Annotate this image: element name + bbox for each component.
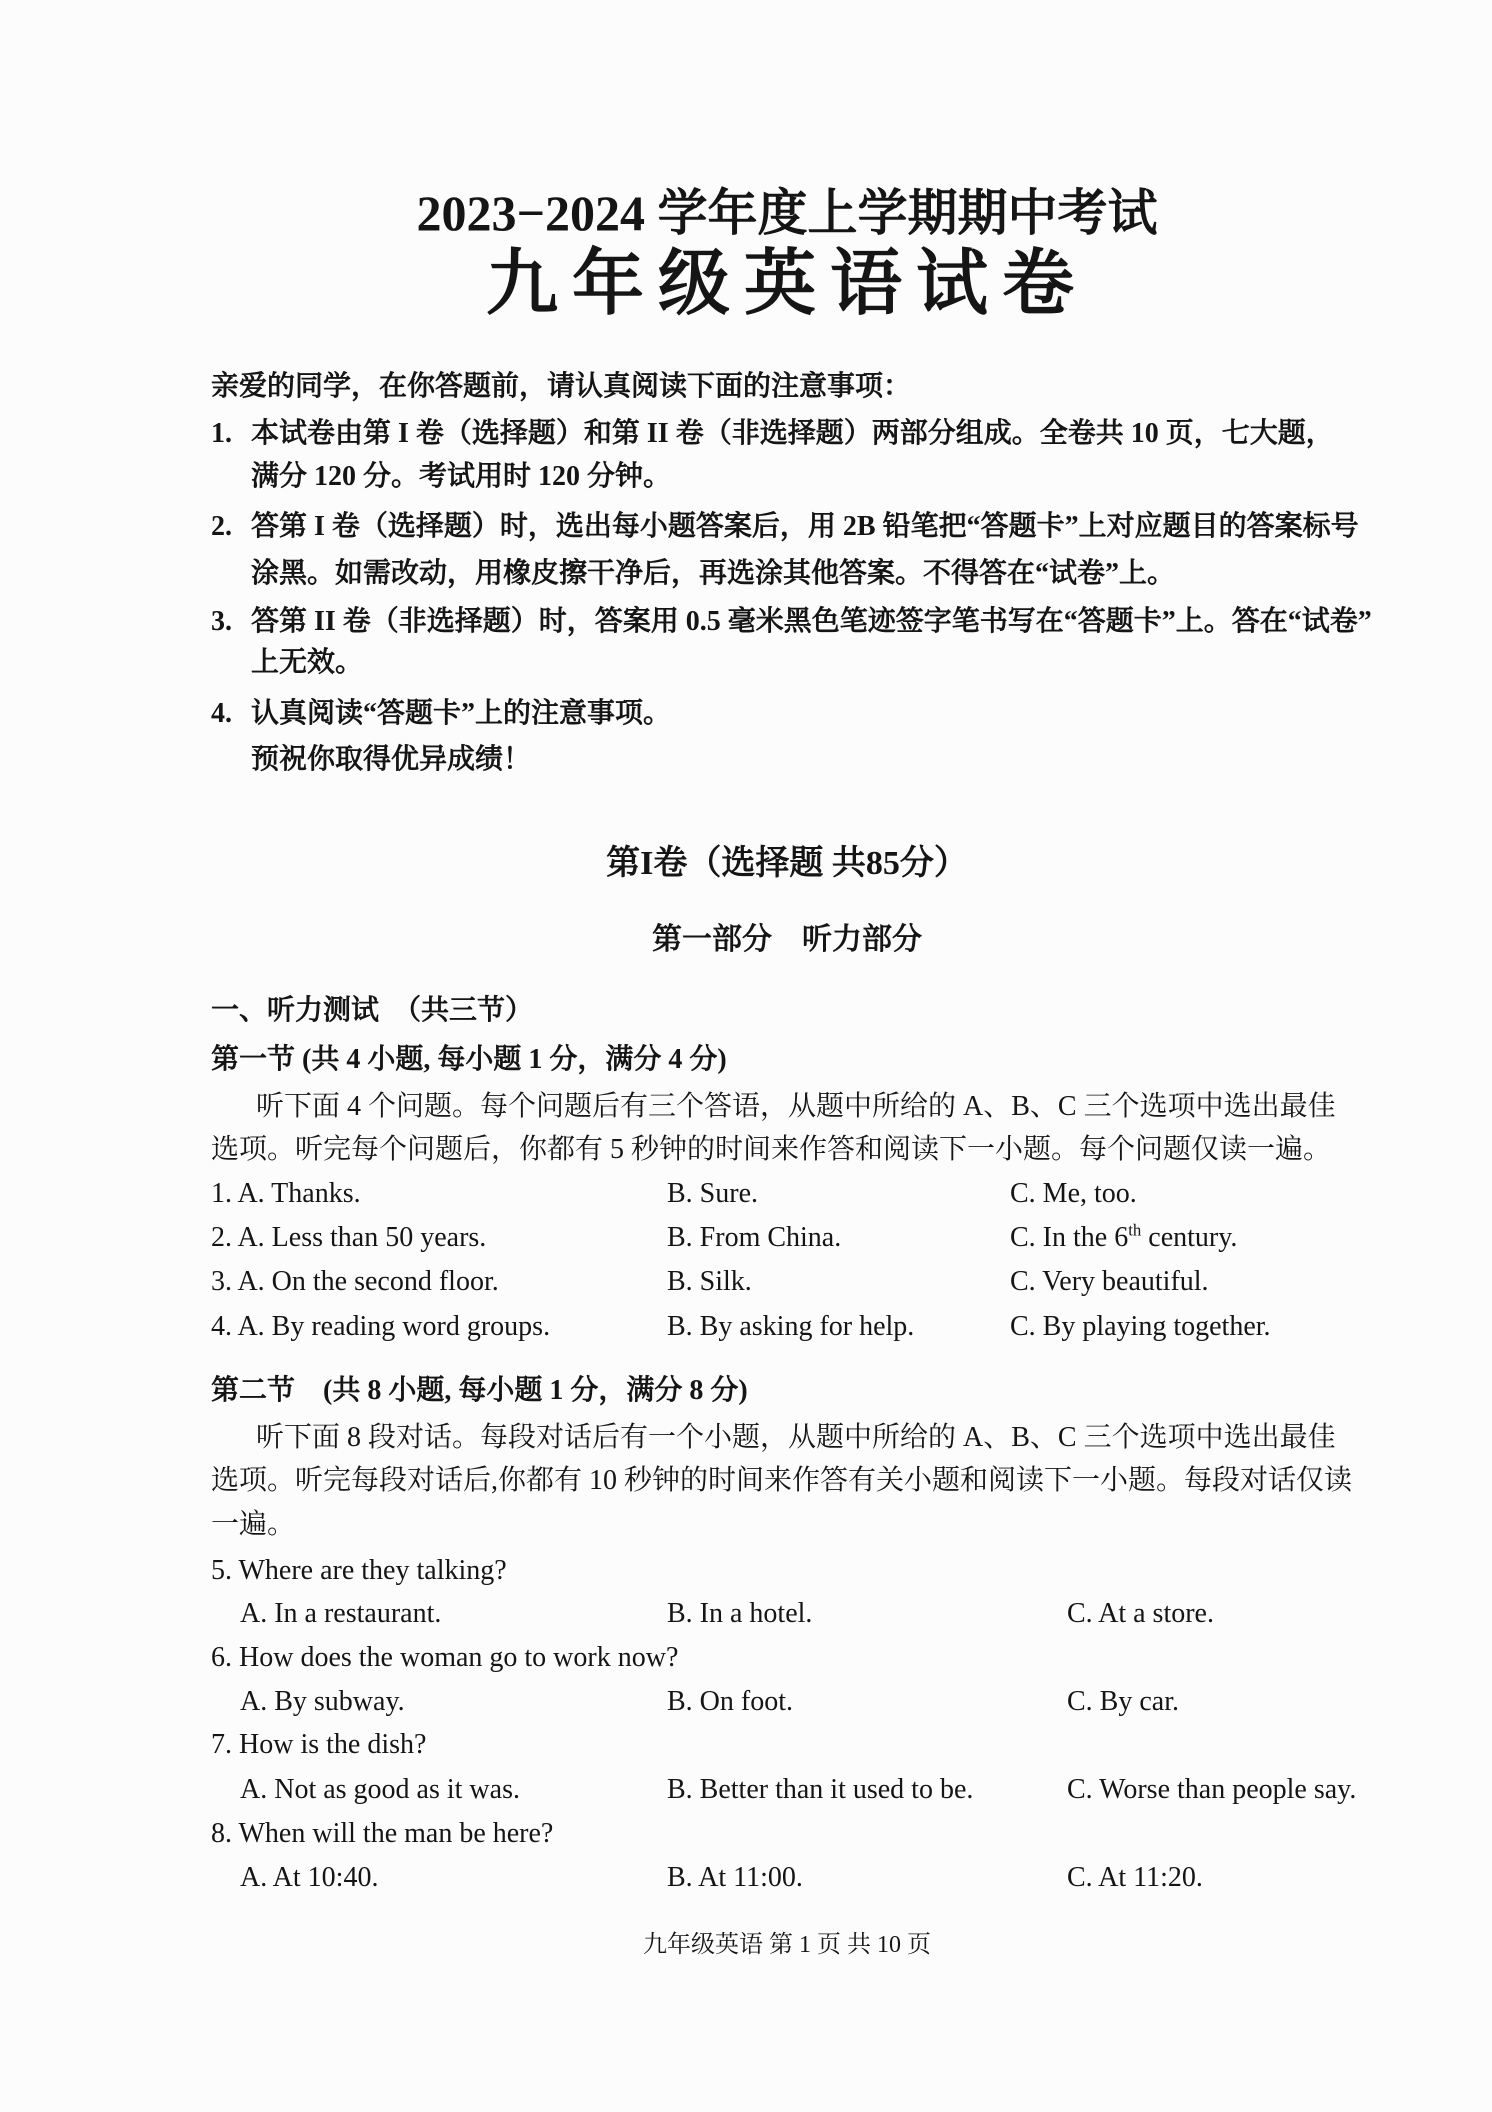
section-heading: 第二节 (共 8 小题, 每小题 1 分，满分 8 分) — [211, 1375, 748, 1406]
notice-item-number: 4. — [211, 698, 232, 729]
option-c-text: century. — [1141, 1222, 1238, 1253]
option-b: B. In a hotel. — [667, 1598, 813, 1629]
option-a: A. At 10:40. — [240, 1862, 379, 1893]
notice-item-text: 本试卷由第 I 卷（选择题）和第 II 卷（非选择题）两部分组成。全卷共 10 页，七大题， — [251, 418, 1334, 449]
notice-item-number: 3. — [211, 606, 232, 637]
notice-item-text: 涂黑。如需改动，用橡皮擦干净后，再选涂其他答案。不得答在“试卷”上。 — [251, 558, 1176, 589]
part-heading: 第一部分 听力部分 — [652, 923, 922, 956]
option-c: C. Very beautiful. — [1010, 1266, 1209, 1297]
question-8-options — [0, 1858, 1492, 1898]
notice-item-text: 满分 120 分。考试用时 120 分钟。 — [251, 461, 672, 492]
section-instructions: 选项。听完每段对话后,你都有 10 秒钟的时间来作答有关小题和阅读下一小题。每段对话仅读 — [211, 1465, 1353, 1496]
option-b: B. Sure. — [667, 1178, 758, 1209]
option-c-text: C. In the 6 — [1010, 1222, 1129, 1253]
notice-item-text: 答第 II 卷（非选择题）时，答案用 0.5 毫米黑色笔迹签字笔书写在“答题卡”上。答在“试卷” — [251, 606, 1372, 637]
option-a: 2. A. Less than 50 years. — [211, 1222, 487, 1253]
question-4 — [0, 1307, 1492, 1347]
option-b: B. At 11:00. — [667, 1862, 803, 1893]
question-5-options — [0, 1594, 1492, 1634]
option-c: C. At 11:20. — [1067, 1862, 1203, 1893]
option-a: A. By subway. — [240, 1686, 405, 1717]
question-2 — [0, 1218, 1492, 1258]
question-3 — [0, 1262, 1492, 1302]
notice-item-text: 上无效。 — [251, 647, 364, 678]
question-7-options — [0, 1770, 1492, 1810]
page-footer: 九年级英语 第 1 页 共 10 页 — [643, 1932, 931, 1958]
section-heading: 第一节 (共 4 小题, 每小题 1 分，满分 4 分) — [211, 1044, 727, 1075]
ordinal-suffix: th — [1128, 1220, 1142, 1240]
option-a: A. Not as good as it was. — [240, 1774, 520, 1805]
option-c: C. Me, too. — [1010, 1178, 1137, 1209]
section-instructions: 一遍。 — [211, 1509, 296, 1540]
section-instructions: 选项。听完每个问题后，你都有 5 秒钟的时间来作答和阅读下一小题。每个问题仅读一遍。 — [211, 1134, 1332, 1165]
option-b: B. From China. — [667, 1222, 842, 1253]
option-c: C. By car. — [1067, 1686, 1179, 1717]
option-a: 3. A. On the second floor. — [211, 1266, 499, 1297]
notice-item-text: 答第 I 卷（选择题）时，选出每小题答案后，用 2B 铅笔把“答题卡”上对应题目的答案标号 — [251, 511, 1359, 542]
option-b: B. By asking for help. — [667, 1311, 915, 1342]
section-instructions: 听下面 4 个问题。每个问题后有三个答语，从题中所给的 A、B、C 三个选项中选出最佳 — [256, 1091, 1336, 1122]
question-6-options — [0, 1682, 1492, 1722]
notice-closing: 预祝你取得优异成绩！ — [251, 744, 532, 775]
exam-subtitle: 九年级英语试卷 — [485, 244, 1088, 324]
question-stem: 6. How does the woman go to work now? — [211, 1642, 679, 1673]
notice-item-number: 1. — [211, 418, 232, 449]
option-c — [1010, 1218, 1237, 1258]
option-b: B. Better than it used to be. — [667, 1774, 974, 1805]
notice-item-number: 2. — [211, 511, 232, 542]
notice-intro: 亲爱的同学，在你答题前，请认真阅读下面的注意事项： — [211, 371, 912, 402]
option-b: B. Silk. — [667, 1266, 752, 1297]
notice-item-text: 认真阅读“答题卡”上的注意事项。 — [251, 698, 672, 729]
listening-title: 一、听力测试 （共三节） — [211, 995, 534, 1026]
option-c: C. At a store. — [1067, 1598, 1214, 1629]
volume-heading: 第I卷（选择题 共85分） — [606, 845, 968, 882]
option-a: A. In a restaurant. — [240, 1598, 442, 1629]
exam-title: 2023−2024 学年度上学期期中考试 — [416, 185, 1158, 241]
option-a: 1. A. Thanks. — [211, 1178, 361, 1209]
option-a: 4. A. By reading word groups. — [211, 1311, 551, 1342]
question-stem: 5. Where are they talking? — [211, 1555, 507, 1586]
question-stem: 8. When will the man be here? — [211, 1818, 554, 1849]
option-c: C. Worse than people say. — [1067, 1774, 1357, 1805]
option-c: C. By playing together. — [1010, 1311, 1271, 1342]
question-1 — [0, 1174, 1492, 1214]
section-instructions: 听下面 8 段对话。每段对话后有一个小题，从题中所给的 A、B、C 三个选项中选出最佳 — [256, 1422, 1336, 1453]
question-stem: 7. How is the dish? — [211, 1729, 427, 1760]
option-b: B. On foot. — [667, 1686, 793, 1717]
